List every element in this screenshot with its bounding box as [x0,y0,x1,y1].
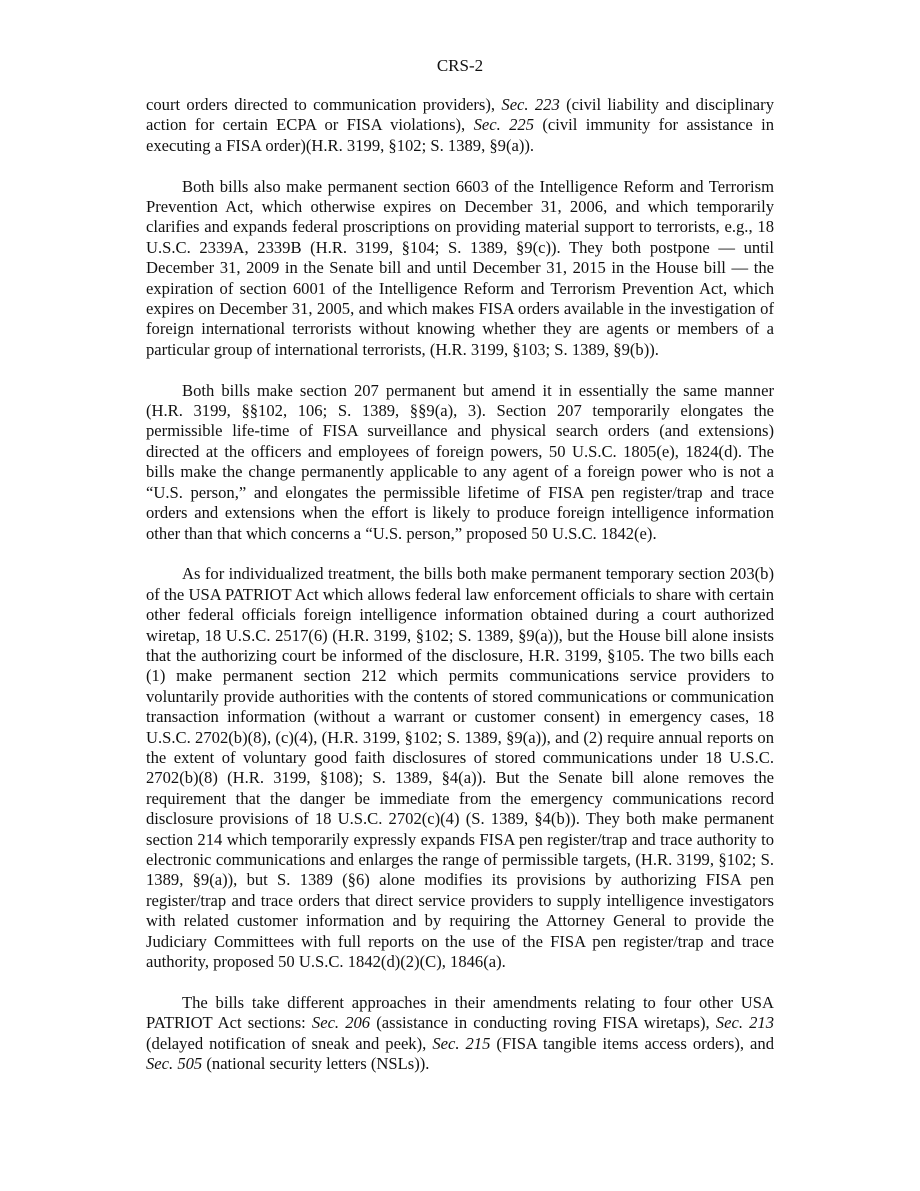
document-body [146,95,774,1095]
paragraph-section-6603 [146,177,774,361]
text-run: (delayed notification of sneak and peek), [146,1033,433,1053]
paragraph-different-approaches [146,993,774,1075]
section-reference: Sec. 223 [501,95,560,114]
section-reference: Sec. 505 [146,1054,203,1074]
text-run: As for individualized treatment, the bills both make permanent temporary section 203(b) of the USA PATRIOT Act which allows federal law enforcement officials to share with certain other federal officials foreign intelligence information obtained during a court authorized wiretap, 18 U.S.C. 2517(6) (H.R. 3199, §102; S. 1389, §9(a)), but the House bill alone insists that the authorizing court be informed of the disclosure, H.R. 3199, §105. The two bills each (1) make permanent section 212 which permits communications service providers to voluntarily provide authorities with the contents of stored communications or communication transaction information (without a warrant or customer consent) in emergency cases, 18 U.S.C. 2702(b)(8), (c)(4), (H.R. 3199, §102; S. 1389, §9(a)), and (2) require annual reports on the extent of voluntary good faith disclosures of stored communications under 18 U.S.C. 2702(b)(8) (H.R. 3199, §108); S. 1389, §4(a)). But the Senate bill alone removes the requirement that the danger be immediate from the emergency communications record disclosure provisions of 18 U.S.C. 2702(c)(4) (S. 1389, §4(b)). They both make permanent section 214 which temporarily expressly expands FISA pen register/trap and trace authority to electronic communications and enlarges the range of permissible targets, (H.R. 3199, §102; S. 1389, §9(a)), but S. 1389 (§6) alone modifies its provisions by authorizing FISA pen register/trap and trace orders that direct service providers to supply intelligence investigators with related customer information and by requiring the Attorney General to provide the Judiciary Committees with full reports on the use of the FISA pen register/trap and trace authority, proposed 50 U.S.C. 1842(d)(2)(C), 1846(a). [146,564,774,972]
page-header: CRS-2 [436,56,484,75]
text-run: (FISA tangible items access orders), and [490,1033,774,1053]
section-reference: Sec. 225 [473,115,535,135]
section-reference: Sec. 206 [311,1013,371,1033]
paragraph-individualized-treatment [146,564,774,972]
text-run: Both bills also make permanent section 6603 of the Intelligence Reform and Terrorism Prevention Act, which otherwise expires on December 31, 2006, and which temporarily clarifies and expands federal proscriptions on providing material support to terrorists, e.g., 18 U.S.C. 2339A, 2339B (H.R. 3199, §104; S. 1389, §9(c)). They both postpone — until December 31, 2009 in the Senate bill and until December 31, 2015 in the House bill — the expiration of section 6001 of the Intelligence Reform and Terrorism Prevention Act, which expires on December 31, 2005, and which makes FISA orders available in the investigation of foreign international terrorists without knowing whether they are agents or members of a particular group of international terrorists, (H.R. 3199, §103; S. 1389, §9(b)). [146,176,774,359]
text-run: (civil immunity for assistance in executing a FISA order)(H.R. 3199, §102; S. 1389, §9(a)). [146,115,775,155]
paragraph-section-207 [146,381,774,544]
text-run: Both bills make section 207 permanent but amend it in essentially the same manner (H.R. 3199, §§102, 106; S. 1389, §§9(a), 3). Section 207 temporarily elongates the permissible life-time of FISA surveillance and physical search orders (and extensions) directed at the officers and employees of foreign powers, 50 U.S.C. 1805(e), 1824(d). The bills make the change permanently applicable to any agent of a foreign power who is not a “U.S. person,” and elongates the permissible lifetime of FISA pen register/trap and trace orders and extensions when the effort is likely to produce foreign intelligence information other than that which concerns a “U.S. person,” proposed 50 U.S.C. 1842(e). [146,380,774,543]
text-run: (national security letters (NSLs)). [202,1054,430,1074]
text-run: The bills take different approaches in their amendments relating to four other USA PATRIOT Act sections: [146,992,774,1033]
text-run: court orders directed to communication providers), [146,95,502,114]
text-run: (assistance in conducting roving FISA wiretaps), [370,1013,716,1033]
text-run: (civil liability and disciplinary action for certain ECPA or FISA violations), [146,95,774,135]
section-reference: Sec. 215 [432,1033,491,1053]
paragraph-continuation [146,95,774,156]
section-reference: Sec. 213 [715,1013,774,1033]
